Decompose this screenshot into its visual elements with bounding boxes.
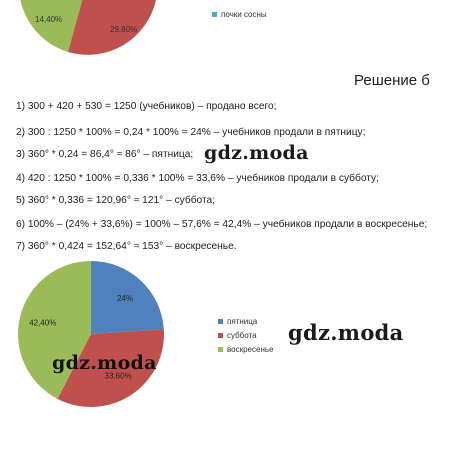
watermark: gdz.moda [52, 352, 157, 374]
legend-label: суббота [227, 330, 257, 340]
legend-label: пятница [227, 316, 258, 326]
solution-heading: Решение б [354, 72, 430, 89]
step-line: 6) 100% – (24% + 33,6%) = 100% – 57,6% = 42,4% – учебников продали в воскресенье; [16, 219, 428, 230]
top-legend-label: почки сосны [221, 10, 267, 19]
legend-swatch [212, 12, 217, 17]
step-line: 4) 420 : 1250 * 100% = 0,336 * 100% = 33,6% – учебников продали в субботу; [16, 173, 379, 184]
legend-swatch [218, 319, 223, 324]
legend-item [218, 314, 274, 328]
step-line: 5) 360° * 0,336 = 120,96° ≈ 121° – суббота; [16, 195, 216, 206]
top-pie-label-2: 29,80% [110, 25, 138, 34]
legend-label: воскресенье [227, 344, 274, 354]
step-line: 7) 360° * 0,424 = 152,64° ≈ 153° – воскресенье. [16, 241, 237, 252]
step-line: 2) 300 : 1250 * 100% = 0,24 * 100% = 24% – учебников продали в пятницу; [16, 127, 366, 138]
pie-legend [218, 314, 274, 356]
legend-swatch [218, 333, 223, 338]
legend-item [218, 342, 274, 356]
pie-slice-label: 42,40% [29, 318, 57, 328]
watermark: gdz.moda [288, 320, 404, 345]
step-line: 1) 300 + 420 + 530 = 1250 (учебников) – продано всего; [16, 101, 277, 112]
watermark: gdz.moda [204, 142, 309, 164]
legend-item [218, 328, 274, 342]
top-pie-label-1: 14,40% [35, 15, 63, 24]
top-chart-legend [212, 10, 267, 19]
pie-slice-label: 24% [116, 293, 133, 303]
pie-slice-label: 33,60% [104, 371, 132, 381]
top-pie-chart [0, 0, 200, 62]
legend-swatch [218, 347, 223, 352]
step-line: 3) 360° * 0,24 = 86,4° ≈ 86° – пятница; [16, 149, 194, 160]
pie-chart [16, 259, 166, 409]
